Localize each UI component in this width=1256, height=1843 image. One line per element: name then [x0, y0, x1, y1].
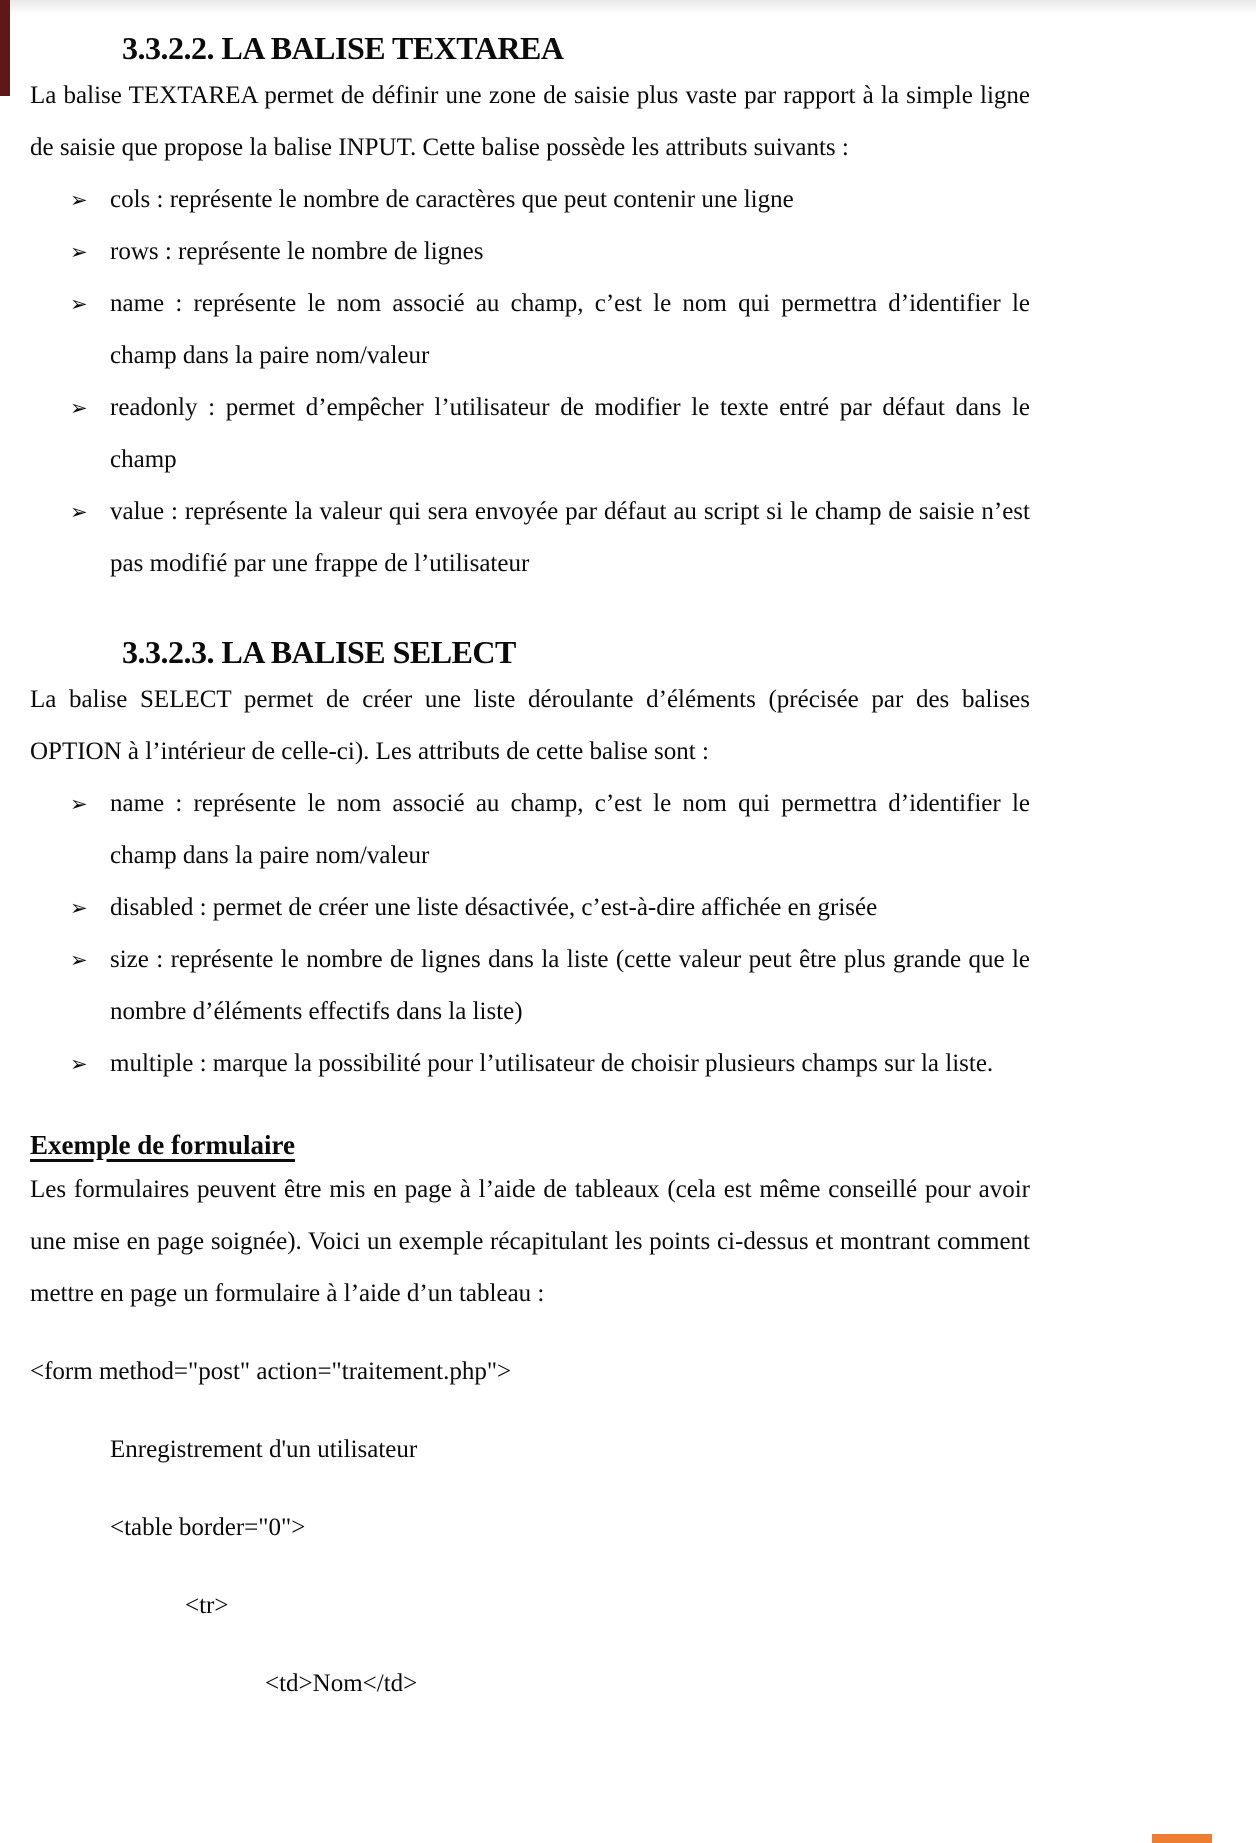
page-content: [30, 0, 1030, 1710]
bullet-text-readonly: readonly : permet d’empêcher l’utilisateur de modifier le texte entré par défaut dans le champ: [110, 394, 1030, 473]
arrow-bullet-icon: ➢: [70, 240, 88, 264]
bullet-text-value: value : représente la valeur qui sera envoyée par défaut au script si le champ de saisie n’est pas modifié par une frappe de l’utilisateur: [110, 498, 1030, 577]
list-item: [30, 934, 1030, 1038]
list-item: [30, 486, 1030, 590]
select-attribute-list: [30, 778, 1030, 1090]
bullet-text-rows: rows : représente le nombre de lignes: [110, 238, 484, 265]
top-left-red-bar: [0, 0, 10, 96]
textarea-intro-paragraph: La balise TEXTAREA permet de définir une zone de saisie plus vaste par rapport à la simple ligne de saisie que propose la balise INPUT. Cette balise possède les attributs suivants :: [30, 82, 1030, 161]
code-line-form-open: <form method="post" action="traitement.php">: [30, 1358, 512, 1385]
list-item: [30, 174, 1030, 226]
bullet-text-disabled: disabled : permet de créer une liste désactivée, c’est-à-dire affichée en grisée: [110, 894, 878, 921]
list-item: [30, 278, 1030, 382]
bullet-text-name: name : représente le nom associé au champ, c’est le nom qui permettra d’identifier le champ dans la paire nom/valeur: [110, 290, 1030, 369]
example-intro-paragraph: Les formulaires peuvent être mis en page à l’aide de tableaux (cela est même conseillé pour avoir une mise en page soignée). Voici un exemple récapitulant les points ci-dessus et montrant comment mettre en page un formulaire à l’aide d’un tableau :: [30, 1176, 1030, 1307]
bullet-text-multiple: multiple : marque la possibilité pour l’utilisateur de choisir plusieurs champs sur la liste.: [110, 1050, 994, 1077]
code-line-td-nom: <td>Nom</td>: [265, 1670, 418, 1697]
bullet-text-name: name : représente le nom associé au champ, c’est le nom qui permettra d’identifier le champ dans la paire nom/valeur: [110, 790, 1030, 869]
bottom-right-orange-bar: [1152, 1834, 1212, 1843]
example-form-heading: Exemple de formulaire: [30, 1130, 295, 1160]
list-item: [30, 382, 1030, 486]
arrow-bullet-icon: ➢: [70, 292, 88, 316]
textarea-attribute-list: [30, 174, 1030, 590]
arrow-bullet-icon: ➢: [70, 500, 88, 524]
arrow-bullet-icon: ➢: [70, 948, 88, 972]
arrow-bullet-icon: ➢: [70, 792, 88, 816]
bullet-text-cols: cols : représente le nombre de caractères que peut contenir une ligne: [110, 186, 794, 213]
list-item: [30, 1038, 1030, 1090]
arrow-bullet-icon: ➢: [70, 396, 88, 420]
list-item: [30, 778, 1030, 882]
code-line-table-open: <table border="0">: [110, 1514, 306, 1541]
select-intro-paragraph: La balise SELECT permet de créer une liste déroulante d’éléments (précisée par des balises OPTION à l’intérieur de celle-ci). Les attributs de cette balise sont :: [30, 686, 1030, 765]
arrow-bullet-icon: ➢: [70, 896, 88, 920]
list-item: [30, 226, 1030, 278]
arrow-bullet-icon: ➢: [70, 188, 88, 212]
bullet-text-size: size : représente le nombre de lignes dans la liste (cette valeur peut être plus grande que le nombre d’éléments effectifs dans la liste): [110, 946, 1030, 1025]
code-line-tr-open: <tr>: [185, 1592, 229, 1619]
list-item: [30, 882, 1030, 934]
section-heading-select: 3.3.2.3. LA BALISE SELECT: [122, 634, 516, 670]
section-heading-textarea: 3.3.2.2. LA BALISE TEXTAREA: [122, 30, 564, 66]
code-line-caption: Enregistrement d'un utilisateur: [110, 1436, 418, 1463]
arrow-bullet-icon: ➢: [70, 1052, 88, 1076]
